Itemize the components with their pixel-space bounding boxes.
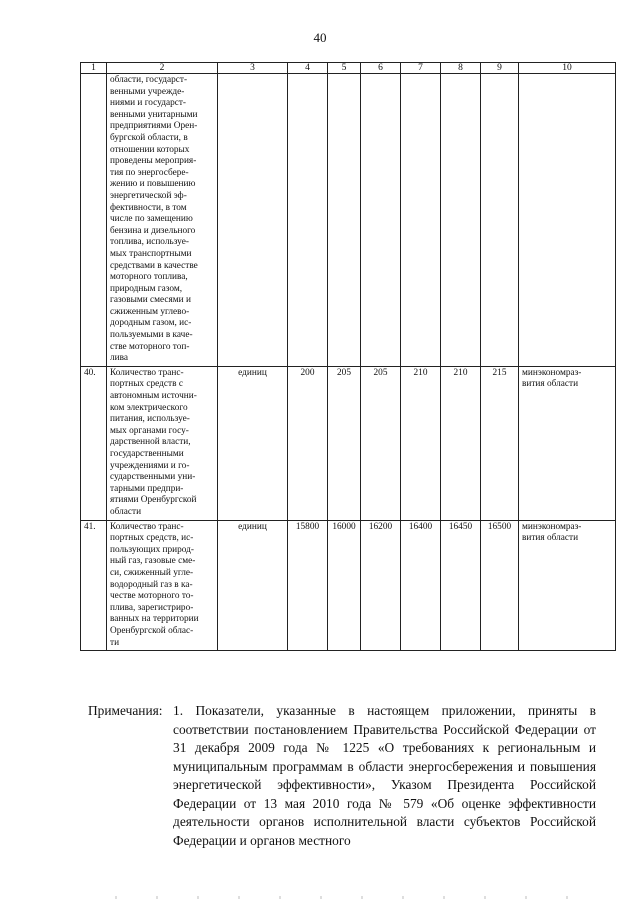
cell-text-line: моторного топлива, xyxy=(110,272,188,283)
unit-cell: единиц xyxy=(218,366,288,520)
value-cell: 16500 xyxy=(481,520,519,651)
cell-text-line: жению и повышению xyxy=(110,179,196,190)
cell-text-line: природным газом, xyxy=(110,283,183,294)
cell-text-line: портных средств с xyxy=(110,379,183,390)
header-cell: 4 xyxy=(288,63,328,74)
cell-text-line: учреждениями и го- xyxy=(110,460,190,471)
value-cell: 15800 xyxy=(288,520,328,651)
cell-text-line: энергетической эф- xyxy=(110,190,187,201)
responsible-cell xyxy=(519,74,616,367)
cell-text-line: топлива, используе- xyxy=(110,237,189,248)
indicator-name-cell xyxy=(107,366,218,520)
cell-text-line: пользующих природ- xyxy=(110,544,195,555)
scan-artifact xyxy=(115,896,585,899)
cell-text-line: средствами в качестве xyxy=(110,260,198,271)
cell-text-line: бургской области, в xyxy=(110,132,188,143)
value-cell: 16400 xyxy=(401,520,441,651)
header-cell: 1 xyxy=(81,63,107,74)
header-cell: 10 xyxy=(519,63,616,74)
value-cell: 205 xyxy=(328,366,361,520)
value-cell: 200 xyxy=(288,366,328,520)
cell-text-line: минэкономраз- xyxy=(522,367,582,378)
value-cell: 210 xyxy=(441,366,481,520)
header-cell: 5 xyxy=(328,63,361,74)
cell-text-line: государственными xyxy=(110,449,184,459)
cell-text-line: ти xyxy=(110,637,120,648)
cell-text-line: дарственной власти, xyxy=(110,437,191,448)
cell-text-line: мых транспортными xyxy=(110,248,192,259)
cell-text-line: честве моторного то- xyxy=(110,591,194,602)
header-cell: 8 xyxy=(441,63,481,74)
value-cell xyxy=(288,74,328,367)
unit-cell xyxy=(218,74,288,367)
cell-text-line: портных средств, ис- xyxy=(110,533,194,544)
value-cell: 16200 xyxy=(361,520,401,651)
value-cell: 205 xyxy=(361,366,401,520)
cell-text-line: ванных на территории xyxy=(110,614,199,625)
cell-text-line: пользуемыми в каче- xyxy=(110,330,193,341)
cell-text-line: стве моторного топ- xyxy=(110,341,190,352)
header-cell: 9 xyxy=(481,63,519,74)
notes-text: 1. Показатели, указанные в настоящем приложении, приняты в соответствии постановлением Правительства Российской Федерации от 31 декабря 2009 года № 1225 «О требованиях к региональным и муниципальным программам в области энергосбережения и повышения энергетической эффективности», Указом Президента Российской Федерации от 13 мая 2010 года № 579 «Об оценке эффективности деятельности органов исполнительной власти субъектов Российской Федерации и органов местного xyxy=(173,703,596,848)
responsible-cell xyxy=(519,366,616,520)
cell-text-line: автономным источни- xyxy=(110,391,197,402)
indicator-name-cell xyxy=(107,74,218,367)
cell-text-line: ниями и государст- xyxy=(110,98,187,109)
cell-text-line: лива xyxy=(110,353,129,364)
value-cell xyxy=(328,74,361,367)
cell-text-line: вития области xyxy=(522,379,579,390)
cell-text-line: дородным газом, ис- xyxy=(110,318,192,329)
row-number-cell: 40. xyxy=(81,366,107,520)
table-row xyxy=(81,366,616,520)
indicators-table xyxy=(80,62,616,651)
cell-text-line: ятиями Оренбургской xyxy=(110,495,197,506)
header-cell: 3 xyxy=(218,63,288,74)
notes-label: Примечания: xyxy=(88,703,163,718)
cell-text-line: сударственными уни- xyxy=(110,472,196,483)
value-cell xyxy=(441,74,481,367)
cell-text-line: минэкономраз- xyxy=(522,521,582,532)
cell-text-line: тия по энергосбере- xyxy=(110,167,189,178)
value-cell: 16000 xyxy=(328,520,361,651)
cell-text-line: тарными предпри- xyxy=(110,483,184,494)
table-row xyxy=(81,520,616,651)
cell-text-line: числе по замещению xyxy=(110,214,193,225)
cell-text-line: венными учрежде- xyxy=(110,86,185,97)
cell-text-line: фективности, в том xyxy=(110,202,187,213)
header-cell: 7 xyxy=(401,63,441,74)
cell-text-line: ком электрического xyxy=(110,402,188,413)
value-cell: 215 xyxy=(481,366,519,520)
cell-text-line: проведены мероприя- xyxy=(110,156,197,167)
cell-text-line: водородный газ в ка- xyxy=(110,579,193,590)
header-cell: 6 xyxy=(361,63,401,74)
header-row xyxy=(81,63,616,74)
table-row-continuation xyxy=(81,74,616,367)
cell-text-line: ный газ, газовые сме- xyxy=(110,556,196,567)
cell-text-line: Количество транс- xyxy=(110,521,184,532)
cell-text-line: Количество транс- xyxy=(110,367,184,378)
cell-text-line: газовыми смесями и xyxy=(110,295,191,306)
cell-text-line: области xyxy=(110,506,142,517)
value-cell xyxy=(401,74,441,367)
cell-text-line: венными унитарными xyxy=(110,109,198,120)
value-cell: 16450 xyxy=(441,520,481,651)
indicator-name-cell xyxy=(107,520,218,651)
cell-text-line: си, сжиженный угле- xyxy=(110,567,194,578)
row-number-cell xyxy=(81,74,107,367)
header-cell: 2 xyxy=(107,63,218,74)
cell-text-line: бензина и дизельного xyxy=(110,225,196,236)
page-number: 40 xyxy=(313,30,327,45)
value-cell xyxy=(481,74,519,367)
cell-text-line: питания, используе- xyxy=(110,414,190,425)
cell-text-line: сжиженным углево- xyxy=(110,306,190,317)
row-number-cell: 41. xyxy=(81,520,107,651)
cell-text-line: области, государст- xyxy=(110,75,188,85)
cell-text-line: Оренбургской облас- xyxy=(110,625,194,636)
cell-text-line: мых органами госу- xyxy=(110,425,189,436)
value-cell xyxy=(361,74,401,367)
value-cell: 210 xyxy=(401,366,441,520)
unit-cell: единиц xyxy=(218,520,288,651)
cell-text-line: отношении которых xyxy=(110,144,190,155)
cell-text-line: вития области xyxy=(522,533,579,544)
cell-text-line: предприятиями Орен- xyxy=(110,121,198,132)
cell-text-line: плива, зарегистриро- xyxy=(110,602,194,613)
responsible-cell xyxy=(519,520,616,651)
